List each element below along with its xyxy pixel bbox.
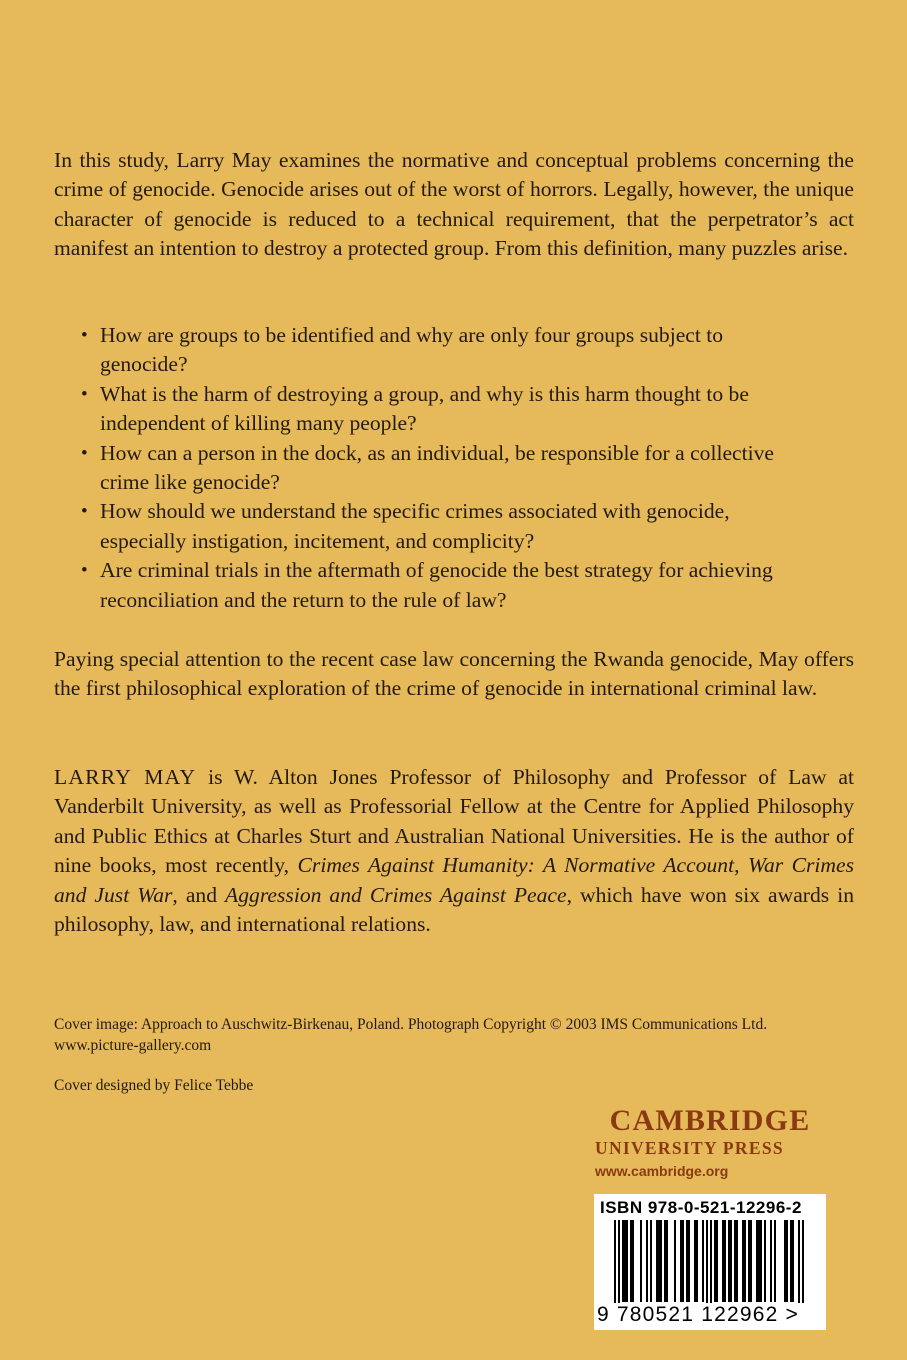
barcode-bar [660, 1220, 662, 1302]
summary-paragraph: Paying special attention to the recent case law concerning the Rwanda genocide, May offers the first philosophical exploration of the crime of genocide in international criminal law. [54, 647, 854, 701]
bullet-icon: • [81, 501, 88, 523]
bullet-icon: • [81, 325, 88, 346]
bullet-icon: • [81, 560, 88, 582]
barcode-bar [686, 1220, 688, 1302]
publisher-logo [595, 1105, 825, 1180]
isbn-barcode [594, 1194, 826, 1330]
publisher-name: CAMBRIDGE [609, 1104, 811, 1137]
cover-image-credit [54, 1014, 854, 1056]
barcode-bar [760, 1220, 762, 1302]
barcode-bar [802, 1220, 804, 1310]
isbn-label: ISBN 978-0-521-12296-2 [600, 1198, 802, 1217]
question-item [54, 321, 814, 380]
barcode-bar [614, 1220, 616, 1310]
barcode-bar [744, 1220, 746, 1302]
barcode-bar [624, 1220, 626, 1302]
author-name: LARRY MAY [54, 765, 197, 789]
picture-gallery-url: www.picture-gallery.com [54, 1037, 212, 1054]
barcode-bar [680, 1220, 682, 1302]
barcode-bar [706, 1220, 708, 1310]
barcode-bar [748, 1220, 750, 1302]
publisher-url: www.cambridge.org [595, 1163, 729, 1179]
question-item [54, 556, 814, 615]
question-list [54, 321, 814, 615]
bullet-icon: • [81, 383, 88, 405]
barcode-bar [770, 1220, 772, 1302]
barcode-bar [696, 1220, 698, 1302]
bio-text: is W. Alton Jones Professor of Philosophy and Professor of Law at Vanderbilt University, as well as Professorial Fellow at the Centre for Applied Philosophy and Public Ethics at Charles Sturt and Australian National Universities. He is the author of nine books, most recently, [54, 765, 854, 878]
question-text: How should we understand the specific crimes associated with genocide, especially instigation, incitement, and complicity? [100, 499, 730, 553]
barcode-bar [736, 1220, 738, 1302]
barcode-bar [722, 1220, 724, 1302]
publisher-subtitle: UNIVERSITY PRESS [595, 1138, 784, 1158]
barcode-bar [758, 1220, 760, 1302]
barcode-bar [750, 1220, 752, 1302]
barcode-bar [618, 1220, 620, 1310]
barcode-bar [622, 1220, 624, 1302]
book-title: Crimes Against Humanity: A Normative Account [297, 853, 735, 878]
question-text: What is the harm of destroying a group, and why is this harm thought to be independent of killing many people? [100, 381, 749, 436]
bio-text: , which have won six awards in philosophy, law, and international relations. [54, 882, 854, 937]
barcode-bar [774, 1220, 776, 1302]
barcode-bar [640, 1220, 642, 1302]
barcode-bar [626, 1220, 628, 1302]
question-text: How are groups to be identified and why are only four groups subject to genocide? [100, 323, 724, 377]
question-text: How can a person in the dock, as an individual, be responsible for a collective crime like genocide? [100, 440, 774, 495]
question-item [54, 497, 814, 556]
question-item [54, 380, 814, 439]
designer-credit: Cover designed by Felice Tebbe [54, 1077, 254, 1094]
barcode-bar [786, 1220, 788, 1302]
barcode-bar [798, 1220, 800, 1310]
intro-paragraph: In this study, Larry May examines the normative and conceptual problems concerning the crime of genocide. Genocide arises out of the worst of horrors. Legally, however, the unique character of genocide is reduced to a technical requirement, that the perpetrator’s act manifest an intention to destroy a protected group. From this definition, many puzzles arise. [54, 148, 854, 261]
author-bio [54, 763, 854, 939]
barcode-bar [790, 1220, 792, 1302]
barcode-bar [716, 1220, 718, 1302]
barcode-bar [742, 1220, 744, 1302]
barcode-bar [734, 1220, 736, 1302]
barcode-bar [728, 1220, 730, 1302]
barcode-bar [664, 1220, 666, 1302]
barcode-bar [650, 1220, 652, 1302]
barcode-bar [688, 1220, 690, 1302]
question-item [54, 439, 814, 498]
barcode-bar [756, 1220, 758, 1302]
barcode-bar [694, 1220, 696, 1302]
cover-image-caption: Cover image: Approach to Auschwitz-Birkenau, Poland. Photograph Copyright © 2003 IMS Communications Ltd. [54, 1016, 768, 1033]
barcode-bar [702, 1220, 704, 1302]
barcode-bar [656, 1220, 658, 1302]
barcode-bar [792, 1220, 794, 1302]
barcode-bars [594, 1220, 826, 1310]
barcode-bar [646, 1220, 648, 1302]
barcode-bar [630, 1220, 632, 1302]
question-text: Are criminal trials in the aftermath of genocide the best strategy for achieving reconciliation and the return to the rule of law? [100, 558, 773, 612]
bio-separator: , [734, 853, 748, 878]
barcode-bar [714, 1220, 716, 1302]
bio-separator: , and [172, 882, 226, 907]
barcode-bar [764, 1220, 766, 1302]
book-title: Aggression and Crimes Against Peace [225, 882, 567, 907]
book-title: War Crimes and Just War [54, 853, 855, 907]
barcode-bar [724, 1220, 726, 1302]
barcode-bar [710, 1220, 712, 1310]
isbn-digits: 9 780521 122962 > [597, 1303, 825, 1327]
barcode-bar [666, 1220, 668, 1302]
barcode-bar [632, 1220, 634, 1302]
bullet-icon: • [81, 442, 88, 464]
barcode-bar [674, 1220, 676, 1302]
barcode-bar [658, 1220, 660, 1302]
barcode-bar [730, 1220, 732, 1302]
barcode-bar [682, 1220, 684, 1302]
barcode-bar [784, 1220, 786, 1302]
